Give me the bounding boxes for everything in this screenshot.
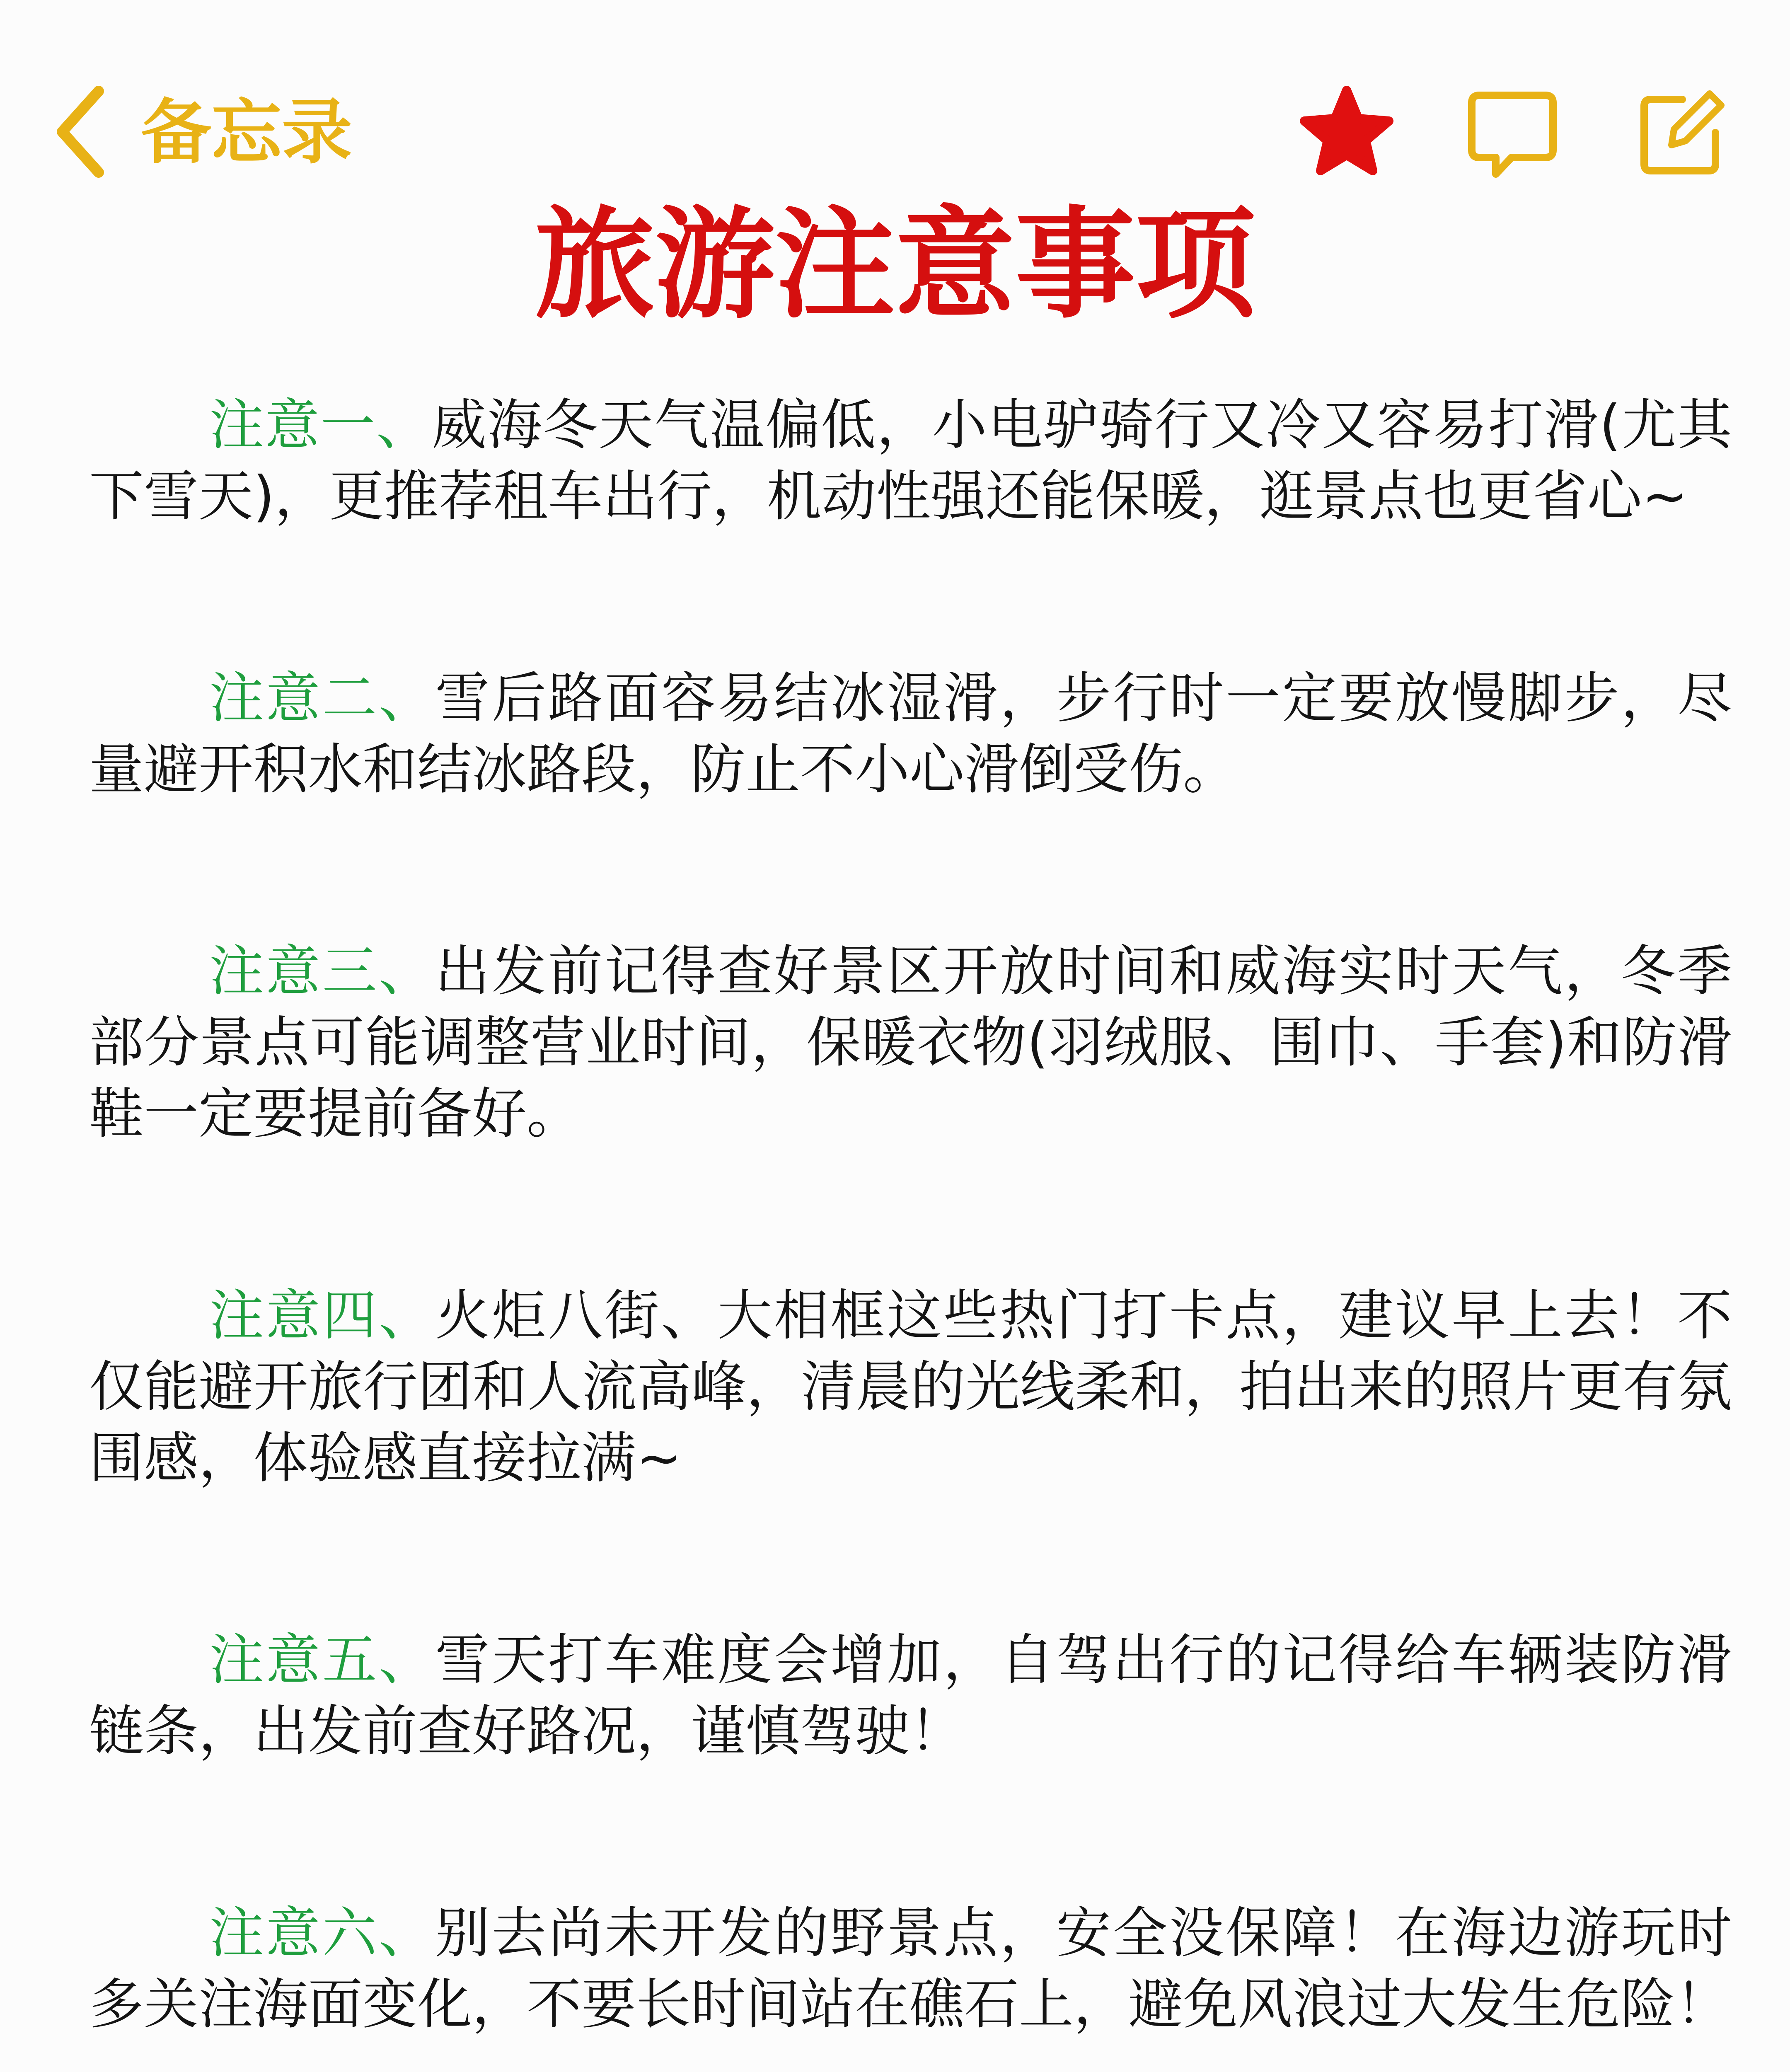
note-text: 雪天打车难度会增加，自驾出行的记得给车辆装防滑链条，出发前查好路况，谨慎驾驶！ — [89, 1628, 1732, 1763]
note-text: 出发前记得查好景区开放时间和威海实时天气，冬季部分景点可能调整营业时间，保暖衣物(羽绒服、围巾、手套)和防滑鞋一定要提前备好。 — [89, 939, 1732, 1146]
star-icon[interactable] — [1297, 83, 1396, 182]
back-button[interactable] — [50, 81, 352, 184]
note-text: 威海冬天气温偏低，小电驴骑行又冷又容易打滑(尤其下雪天)，更推荐租车出行，机动性强还能保暖，逛景点也更省心~ — [89, 393, 1732, 528]
notes-list — [89, 390, 1732, 2072]
note-item — [89, 390, 1732, 532]
note-label: 注意五、 — [209, 1628, 435, 1692]
navigation-bar — [0, 0, 1790, 195]
edit-icon[interactable] — [1633, 83, 1732, 182]
note-label: 注意二、 — [209, 666, 435, 730]
page-title: 旅游注意事项 — [535, 195, 1255, 335]
note-item — [89, 1624, 1732, 1767]
chevron-left-icon — [50, 82, 112, 183]
note-text: 雪后路面容易结冰湿滑，步行时一定要放慢脚步，尽量避开积水和结冰路段，防止不小心滑倒受伤。 — [89, 666, 1732, 801]
note-label: 注意六、 — [209, 1901, 435, 1965]
note-label: 注意一、 — [209, 393, 432, 457]
note-item — [89, 1898, 1732, 2040]
note-text: 别去尚未开发的野景点，安全没保障！在海边游玩时多关注海面变化，不要长时间站在礁石上，避免风浪过大发生危险！ — [89, 1901, 1732, 2036]
comment-icon[interactable] — [1463, 83, 1562, 182]
back-label: 备忘录 — [141, 92, 353, 174]
note-item — [89, 936, 1732, 1150]
note-label: 注意三、 — [209, 939, 435, 1003]
note-text: 火炬八街、大相框这些热门打卡点，建议早上去！不仅能避开旅行团和人流高峰，清晨的光线柔和，拍出来的照片更有氛围感，体验感直接拉满~ — [89, 1284, 1732, 1490]
note-item — [89, 1280, 1732, 1494]
note-item — [89, 663, 1732, 805]
note-label: 注意四、 — [209, 1284, 435, 1348]
